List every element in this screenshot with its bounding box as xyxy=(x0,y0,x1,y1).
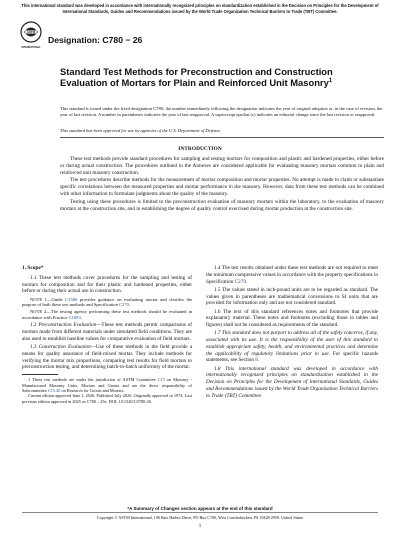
document-title xyxy=(60,66,380,89)
note-1-text: NOTE 1—Guide xyxy=(30,296,66,302)
divider xyxy=(60,137,384,138)
section-text: . xyxy=(257,357,260,364)
logo-subtext: INTERNATIONAL xyxy=(21,46,41,49)
page-number: 1 xyxy=(198,524,202,529)
introduction-heading: INTRODUCTION xyxy=(178,146,222,152)
section-number: 1.3 xyxy=(30,344,39,351)
note-2-text: NOTE 2—The testing agency performing these test methods should be evaluated in accordance with Practice xyxy=(22,309,192,321)
section-text: 1.7 This standard does not purport to address all of the safety concerns, if any, associated with its use. It is the responsibility of the user of this standard to establish appropriate safety, health, and environmental practices and determine the applicability of regulatory limitations prior to use. xyxy=(206,330,378,357)
section-text: . xyxy=(245,278,248,285)
section-number: 1.2 xyxy=(30,322,39,329)
divider xyxy=(22,512,378,513)
section-1-3 xyxy=(22,344,192,371)
section-1-5: 1.5 The values stated in inch-pound units are to be regarded as standard. The values given in parentheses are mathematical conversions to SI units that are provided for information only and are not considered standard. xyxy=(206,286,378,307)
link-committee-c15[interactable]: C15 xyxy=(157,377,165,383)
footnote-1 xyxy=(22,377,192,393)
standard-note: This standard is issued under the fixed designation C780; the number immediately following the designation indicates the year of original adoption or, in the case of revision, the year of last revision. A number in parentheses indicates the year of last reapproval. A superscript epsilon (ε) indicates an editorial change since the last revision or reapproval. xyxy=(60,106,383,117)
section-text: —These test methods permit comparisons of mortars made from different materials under simulated field conditions. They are also used to establish baseline values for comparative evaluation of field mortars. xyxy=(22,322,193,342)
left-column xyxy=(22,265,192,404)
section-1-2 xyxy=(22,322,192,342)
document-title-text: Standard Test Methods for Preconstruction and Construction Evaluation of Mortars for Plain and Reinforced Unit Masonry xyxy=(60,66,333,89)
link-c270[interactable]: C270 xyxy=(234,278,246,285)
copyright-address: Copyright © ASTM International, 100 Barr Harbor Drive, PO Box C700, West Conshohocken, PA 19428-2959. United States xyxy=(96,515,304,520)
intro-paragraph: The test procedures describe methods for the measurement of mortar composition and mortar properties. No attempt is made to claim or substantiate specific correlations between the measured properties and mortar performance in the masonry. However, data from these test methods can be combined with other information to formulate judgments about the quality of the masonry. xyxy=(60,177,384,198)
intro-paragraph: These test methods provide standard procedures for sampling and testing mortars for composition and plastic and hardened properties, either before or during actual construction. The procedures outlined in the Annexes are considered applicable for evaluating masonry mortars common to plain and reinforced unit masonry construction. xyxy=(60,156,384,177)
wto-notice: This international standard was developed in accordance with internationally recognized principles on standardization established in the Decision on Principles for the Development of International Standards, Guides and Recommendations issued by the World Trade Organization Technical Barriers to Trade (TBT) Committee. xyxy=(21,3,379,14)
footnote-text: 1 These test methods are under the jurisdiction of ASTM Committee xyxy=(28,377,158,383)
note-1-text: . xyxy=(128,302,130,308)
astm-logo-icon xyxy=(20,21,42,51)
section-1-8: 1.8 This international standard was developed in accordance with internationally recognized principles on standardization established in the Decision on Principles for the Development of International Standards, Guides and Recommendations issued by the World Trade Organization Technical Barriers to Trade (TBT) Committee. xyxy=(206,365,378,399)
note-2 xyxy=(22,309,192,320)
link-subcommittee-c15-20[interactable]: C15.20 xyxy=(47,387,61,393)
section-1-6: 1.6 The text of this standard references notes and footnotes that provide explanatory material. These notes and footnotes (excluding those in tables and figures) shall not be considered as requirements of the standard. xyxy=(206,308,378,328)
note-2-text: . xyxy=(80,315,82,321)
title-footnote-ref[interactable]: 1 xyxy=(328,78,333,85)
section-1-1: 1.1 These test methods cover procedures for the sampling and testing of mortars for composition and for their plastic and hardened properties, either before or during their actual use in construction. xyxy=(22,274,192,295)
introduction-body xyxy=(60,156,384,213)
note-1-text: provides guidance on evaluating mortar and clarifies the purpose of both these test methods and Specification xyxy=(22,296,193,308)
link-section-8[interactable]: 8 xyxy=(255,357,258,364)
link-c1586[interactable]: C1586 xyxy=(65,296,78,302)
summary-of-changes-note: *A Summary of Changes section appears at the end of this standard xyxy=(127,506,273,511)
section-term: Construction Evaluation xyxy=(38,344,91,351)
section-term: Preconstruction Evaluation xyxy=(38,322,97,329)
link-c1093[interactable]: C1093 xyxy=(68,315,81,321)
footnote-edition: Current edition approved June 1, 2026. Published July 2026. Originally approved in 1974. Last previous edition approved in 2025 as C780 – 25e. DOI: 10.1520/C0780-26. xyxy=(22,393,192,404)
footnote-rule xyxy=(22,374,58,375)
designation: Designation: C780 − 26 xyxy=(48,35,143,45)
footnote-text: on Research for Grouts and Mortars. xyxy=(60,387,125,393)
section-text: For specific hazards statements, see Section xyxy=(206,350,378,364)
section-1-7 xyxy=(206,330,378,364)
scope-heading: 1. Scope* xyxy=(22,265,44,271)
section-text: —Use of these methods in the field provide a means for quality assurance of field-mixed mortar. They include methods for verifying the mortar mix proportions, comparing test results for field mortars to preconstruction testing, and determining batch-to-batch uniformity of the mortar. xyxy=(22,344,193,371)
footnote-text: on Masonry - Manufactured Masonry Units, Mortars and Grouts and are the direct responsibility of Subcommittee xyxy=(22,377,192,393)
link-c270[interactable]: C270 xyxy=(118,302,129,308)
section-1-4 xyxy=(206,265,378,285)
intro-paragraph: Testing using these procedures is limited to the preconstruction evaluation of masonry mortars within the laboratory, to the evaluation of masonry mortars at the construction site, and in establishing the degree of quality control exercised during mortar production at the construction site. xyxy=(60,198,384,212)
note-1 xyxy=(22,297,192,308)
logo-text: ASTM xyxy=(26,30,36,35)
dod-note: This standard has been approved for use by agencies of the U.S. Department of Defense. xyxy=(60,128,222,133)
right-column xyxy=(206,265,378,401)
section-text: 1.4 The test results obtained under these test methods are not required to meet the minimum compressive values in accordance with the property specifications in Specification xyxy=(206,265,378,285)
astm-logo xyxy=(20,21,42,51)
